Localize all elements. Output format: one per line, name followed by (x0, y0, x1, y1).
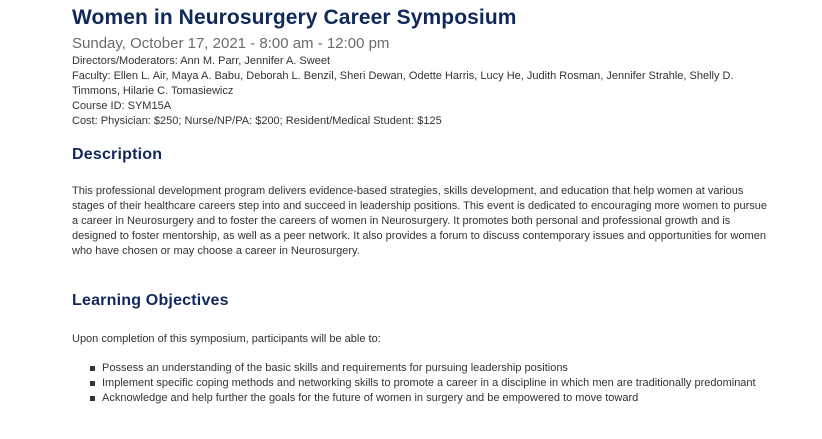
faculty-line: Faculty: Ellen L. Air, Maya A. Babu, Deborah L. Benzil, Sheri Dewan, Odette Harris, Lucy He, Judith Rosman, Jennifer Strahle, Shelly D. Timmons, Hilarie C. Tomasiewicz (72, 70, 734, 97)
list-item (102, 361, 772, 376)
square-bullet-icon (90, 381, 95, 386)
event-meta (72, 54, 772, 129)
list-item (102, 376, 772, 391)
objectives-list (72, 361, 772, 406)
objective-text: Implement specific coping methods and networking skills to promote a career in a discipline in which men are traditionally predominant (102, 377, 756, 389)
objective-text: Acknowledge and help further the goals for the future of women in surgery and be empowered to move toward (102, 392, 639, 404)
cost-line: Cost: Physician: $250; Nurse/NP/PA: $200; Resident/Medical Student: $125 (72, 115, 442, 127)
square-bullet-icon (90, 396, 95, 401)
description-heading: Description (72, 146, 163, 163)
page-title: Women in Neurosurgery Career Symposium (72, 6, 517, 29)
course-id-line: Course ID: SYM15A (72, 100, 172, 112)
square-bullet-icon (90, 366, 95, 371)
description-text: This professional development program delivers evidence-based strategies, skills development, and education that help women at various stages of their healthcare careers step into and succeed in leadership positions. This event is dedicated to encouraging more women to pursue a career in Neurosurgery and to foster the careers of women in Neurosurgery. It promotes both personal and professional growth and is designed to foster mentorship, as well as a peer network. It also provides a forum to discuss contemporary issues and opportunities for women who have chosen or may choose a career in Neurosurgery. (72, 185, 768, 257)
event-date: Sunday, October 17, 2021 - 8:00 am - 12:00 pm (72, 35, 390, 52)
list-item (102, 391, 772, 406)
objectives-intro: Upon completion of this symposium, participants will be able to: (72, 333, 381, 345)
directors-line: Directors/Moderators: Ann M. Parr, Jennifer A. Sweet (72, 55, 330, 67)
learning-objectives-heading: Learning Objectives (72, 292, 229, 309)
objective-text: Possess an understanding of the basic skills and requirements for pursuing leadership positions (102, 362, 568, 374)
